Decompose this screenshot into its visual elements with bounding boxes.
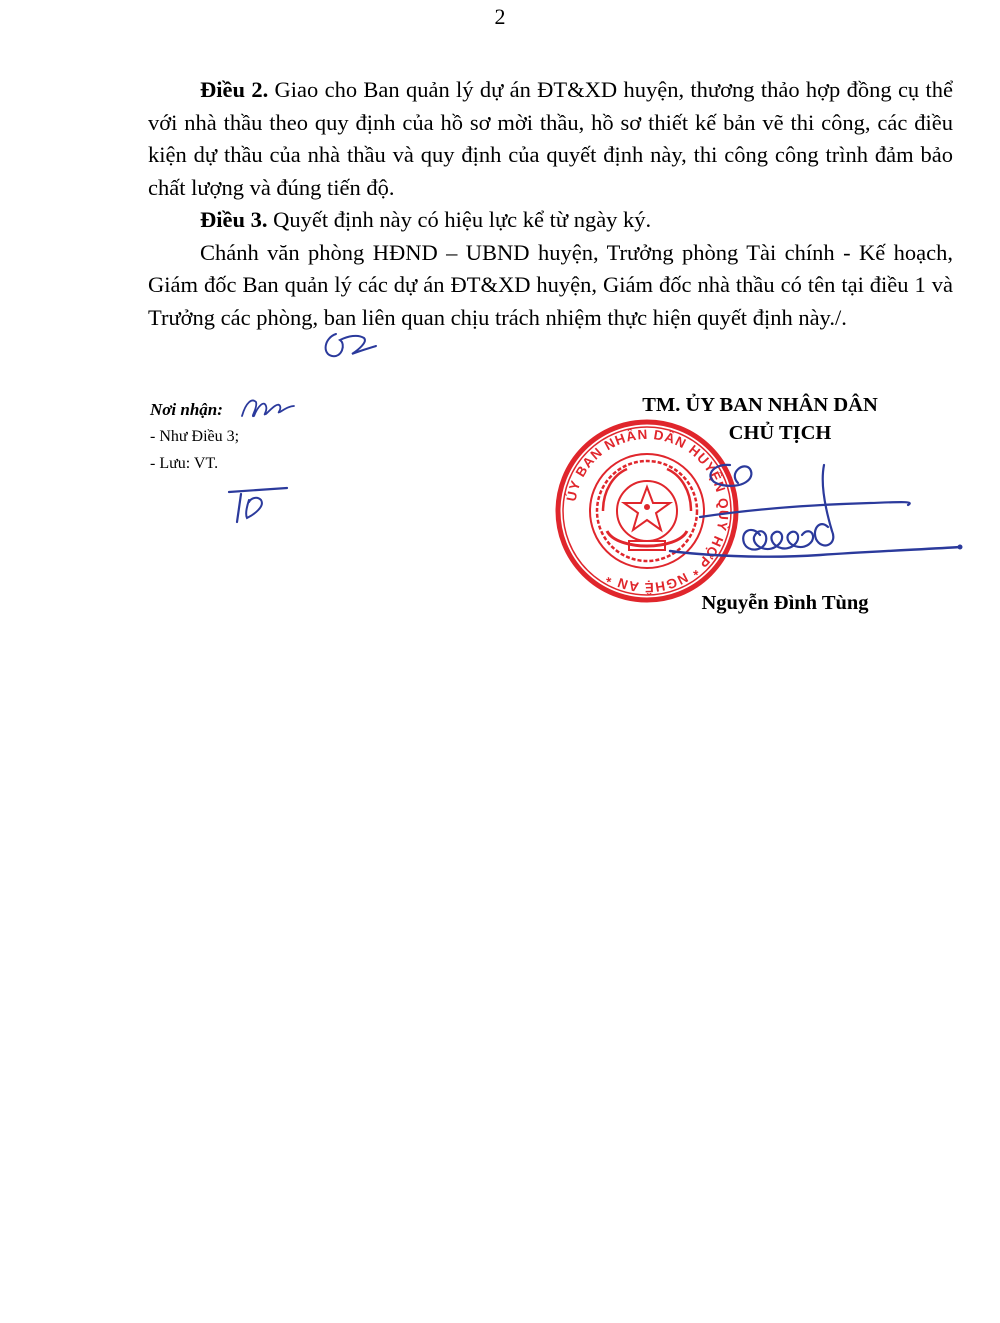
initial-mark-closing bbox=[318, 326, 380, 362]
document-body bbox=[148, 74, 953, 334]
article-3 bbox=[148, 204, 953, 237]
recipient-item: - Như Điều 3; bbox=[150, 428, 240, 445]
initial-mark-tp bbox=[225, 484, 295, 526]
article-2-text: Giao cho Ban quản lý dự án ĐT&XD huyện, thương thảo hợp đồng cụ thể với nhà thầu theo quy định của hồ sơ mời thầu, hồ sơ thiết kế bản vẽ thi công, các điều kiện dự thầu của nhà thầu và quy định của quyết định này, thi công công trình đảm bảo chất lượng và đúng tiến độ. bbox=[148, 77, 953, 200]
article-3-text: Quyết định này có hiệu lực kể từ ngày ký. bbox=[267, 207, 652, 232]
initial-mark-recipients bbox=[236, 392, 296, 424]
recipients-block bbox=[150, 396, 239, 477]
stamp-text: ỦY BAN NHÂN DÂN HUYỆN QUỲ HỢP * NGHỆ AN * bbox=[563, 426, 732, 596]
closing-paragraph: Chánh văn phòng HĐND – UBND huyện, Trưởng phòng Tài chính - Kế hoạch, Giám đốc Ban quản lý các dự án ĐT&XD huyện, Giám đốc nhà thầu có tên tại điều 1 và Trưởng các phòng, ban liên quan chịu trách nhiệm thực hiện quyết định này./. bbox=[148, 239, 953, 330]
article-2 bbox=[148, 74, 953, 204]
article-2-heading: Điều 2. bbox=[200, 77, 269, 102]
signature-title: TM. ỦY BAN NHÂN DÂN bbox=[642, 394, 878, 416]
page-number: 2 bbox=[494, 4, 506, 29]
signer-name: Nguyễn Đình Tùng bbox=[701, 592, 869, 614]
article-3-heading: Điều 3. bbox=[200, 207, 268, 232]
handwritten-signature bbox=[640, 455, 970, 585]
signature-role: CHỦ TỊCH bbox=[728, 422, 832, 444]
recipient-item: - Lưu: VT. bbox=[150, 455, 219, 472]
recipients-label: Nơi nhận: bbox=[150, 400, 223, 419]
